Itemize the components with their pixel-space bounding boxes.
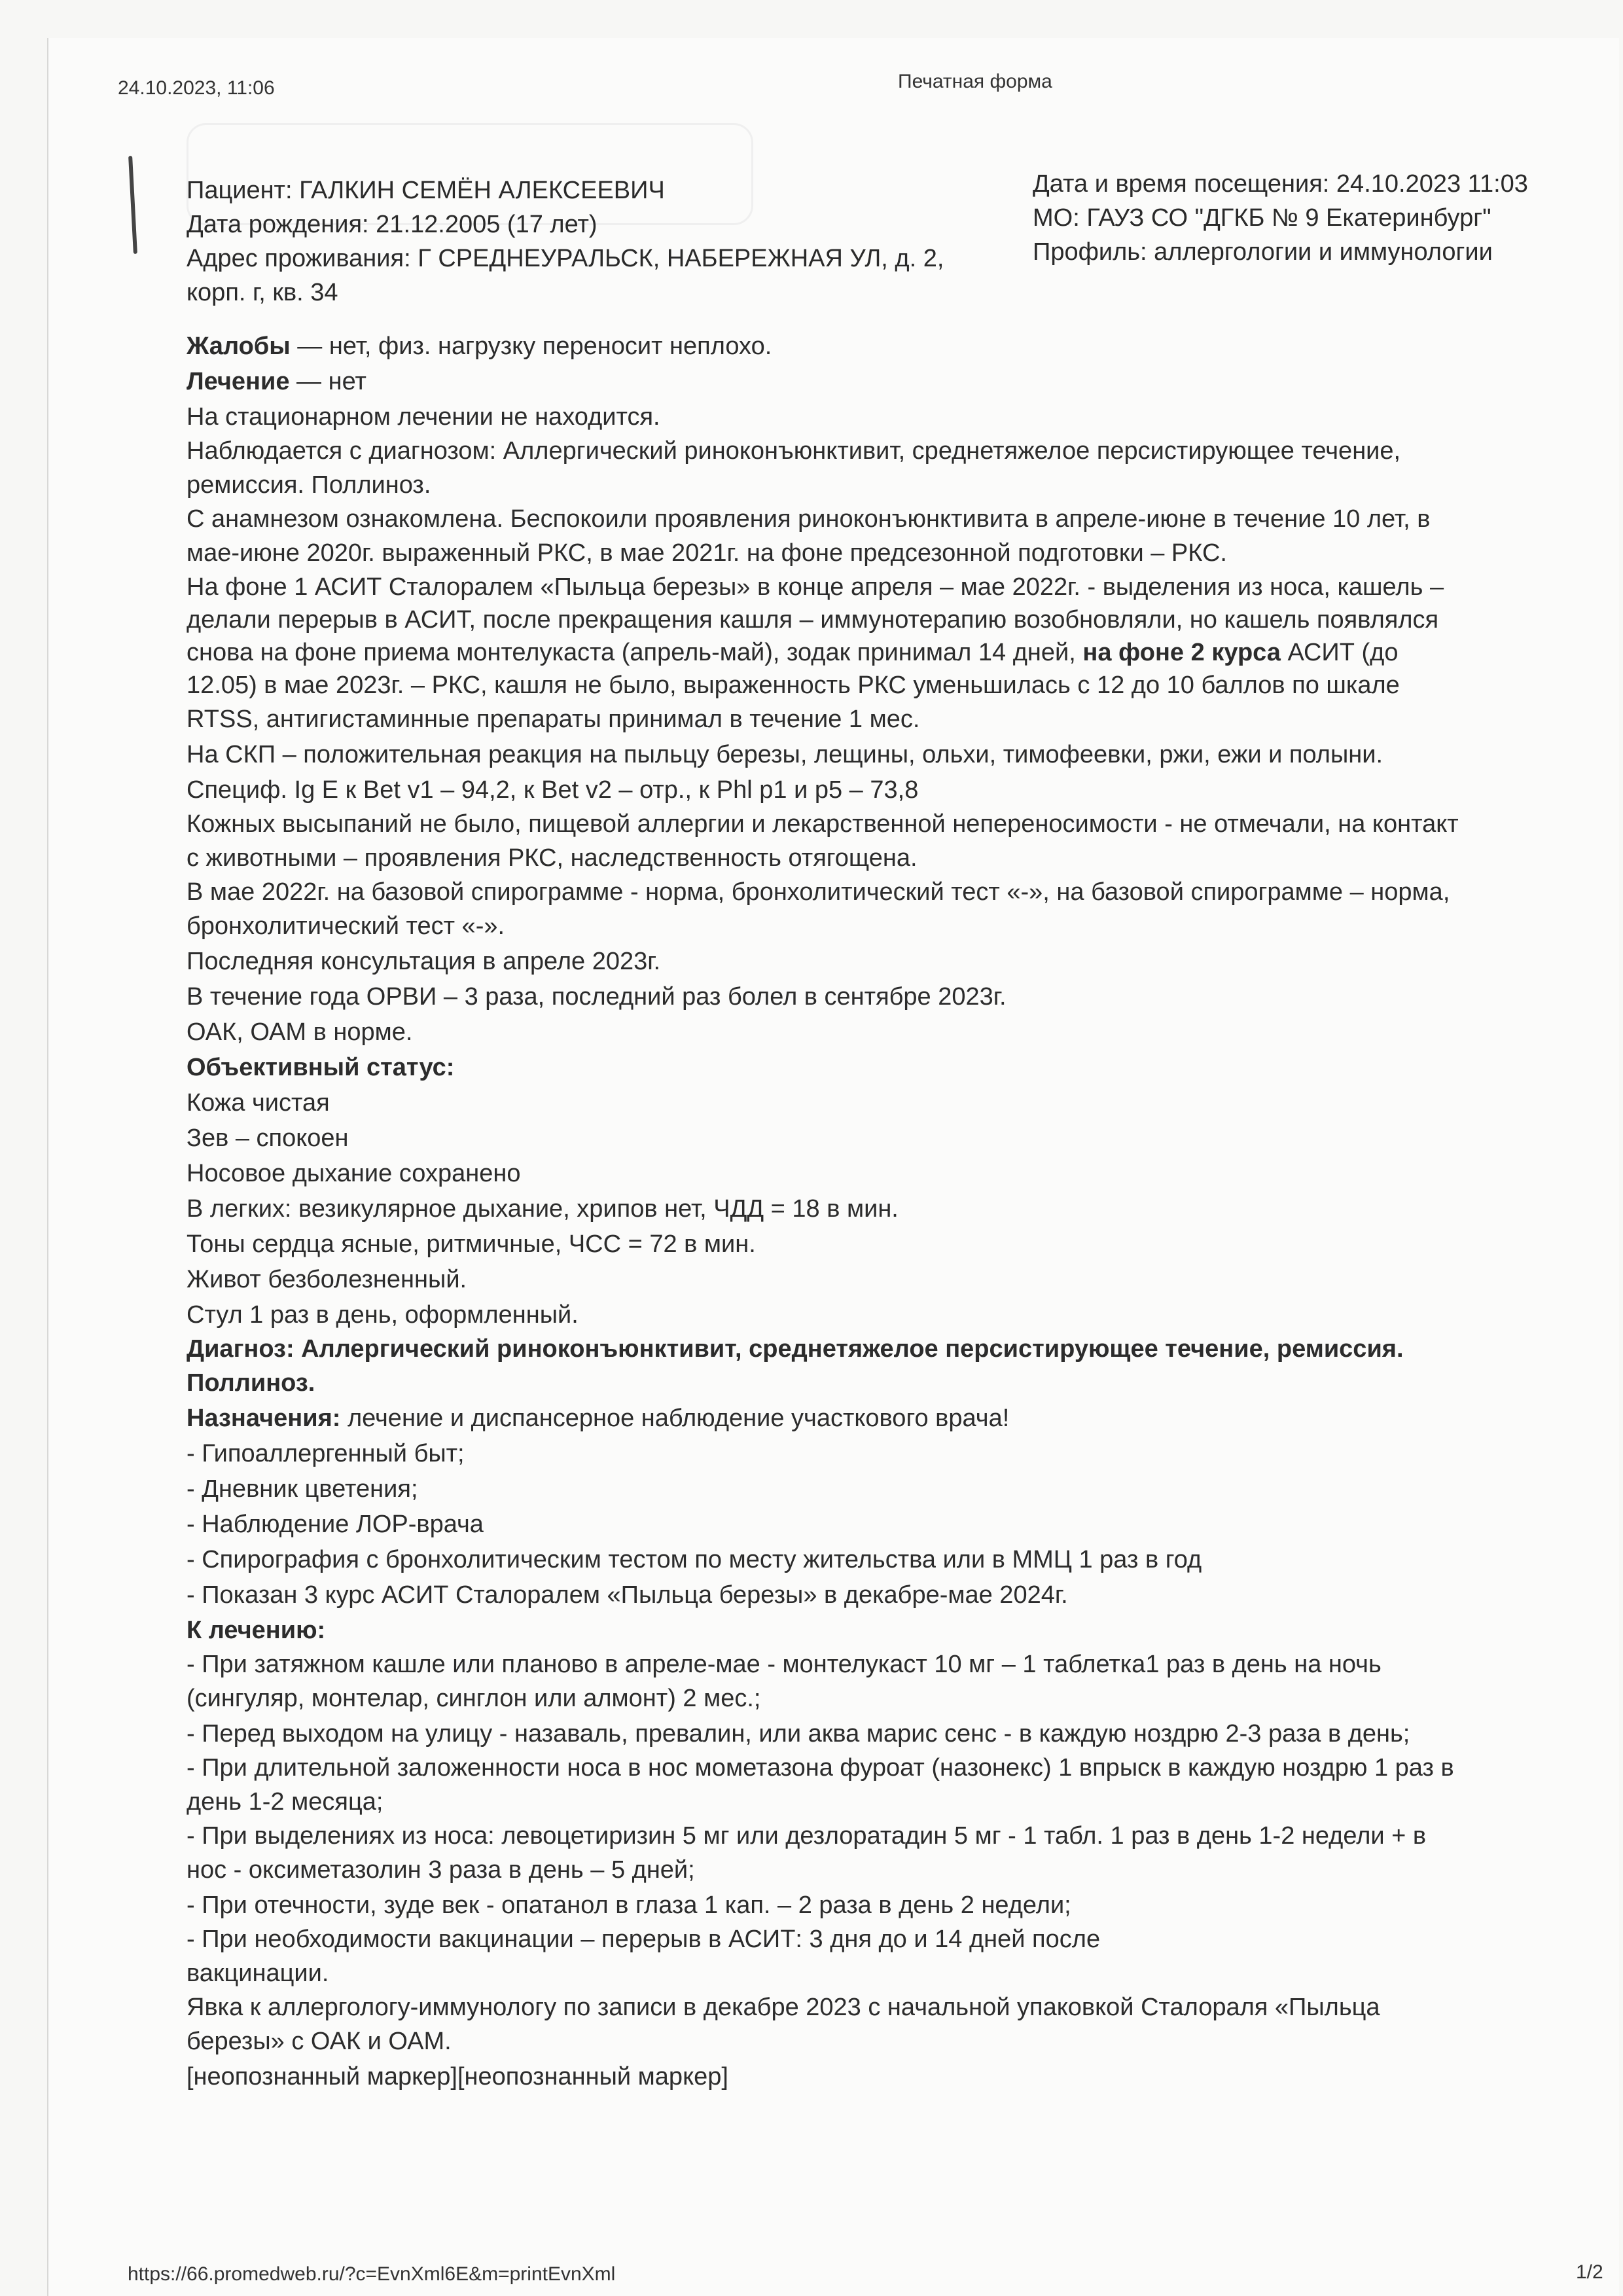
complaints [187, 329, 1594, 364]
print-timestamp: 24.10.2023, 11:06 [118, 77, 275, 99]
appointment-item: - Спирография с бронхолитическим тестом по месту жительства или в ММЦ 1 раз в год [187, 1546, 1202, 1573]
objective-status-heading [187, 1050, 1594, 1085]
appointment-item: - Гипоаллергенный быт; [187, 1440, 465, 1467]
page-number: 1/2 [1576, 2261, 1603, 2283]
anamnesis-text: снова на фоне приема монтелукаста (апрель-май), зодак принимал 14 дней, [187, 639, 1083, 666]
to-treatment-label: К лечению: [187, 1617, 326, 1644]
appointments-label: Назначения: [187, 1405, 341, 1432]
diagnosis-observed-cont: ремиссия. Поллиноз. [187, 471, 431, 499]
anamnesis-line: С анамнезом ознакомлена. Беспокоили проявления риноконъюнктивита в апреле-июне в течение 10 лет, в [187, 505, 1431, 533]
patient-info [187, 173, 944, 310]
treatment-item: вакцинации. [187, 1960, 329, 1987]
patient-address: Адрес проживания: Г СРЕДНЕУРАЛЬСК, НАБЕРЕЖНАЯ УЛ, д. 2, [187, 245, 944, 272]
diagnosis-text: Поллиноз. [187, 1369, 315, 1397]
anamnesis-line: мае-июне 2020г. выраженный РКС, в мае 2021г. на фоне предсезонной подготовки – РКС. [187, 539, 1227, 567]
status-item: Зев – спокоен [187, 1124, 349, 1152]
anamnesis-line: 12.05) в мае 2023г. – РКС, кашля не было, выраженность РКС уменьшилась с 12 до 10 баллов по шкале [187, 672, 1400, 699]
medical-organization: МО: ГАУЗ СО "ДГКБ № 9 Екатеринбург" [1033, 204, 1491, 232]
anamnesis-text: АСИТ (до [1280, 639, 1399, 666]
anamnesis-line: На фоне 1 АСИТ Сталоралем «Пыльца березы» в конце апреля – мае 2022г. - выделения из носа, кашель – [187, 573, 1444, 601]
treatment-label: Лечение [187, 368, 290, 395]
anamnesis-line: RTSS, антигистаминные препараты принимал в течение 1 мес. [187, 706, 920, 733]
hospital-status: На стационарном лечении не находится. [187, 403, 660, 431]
diagnosis-observed: Наблюдается с диагнозом: Аллергический риноконъюнктивит, среднетяжелое персистирующее течение, [187, 437, 1401, 465]
visit-info [1033, 167, 1528, 269]
status-item: Живот безболезненный. [187, 1266, 467, 1293]
treatment-item: - При необходимости вакцинации – перерыв в АСИТ: 3 дня до и 14 дней после [187, 1926, 1101, 1953]
footer-url: https://66.promedweb.ru/?c=EvnXml6E&m=printEvnXml [128, 2263, 616, 2285]
appointments-text: лечение и диспансерное наблюдение участкового врача! [340, 1405, 1010, 1432]
allergy-history-line: с животными – проявления РКС, наследственность отягощена. [187, 844, 918, 872]
status-item: В легких: везикулярное дыхание, хрипов нет, ЧДД = 18 в мин. [187, 1195, 899, 1223]
objective-status-label: Объективный статус: [187, 1054, 455, 1081]
diagnosis-text: Диагноз: Аллергический риноконъюнктивит, среднетяжелое персистирующее течение, ремиссия. [187, 1335, 1404, 1363]
treatment-text: — нет [289, 368, 366, 395]
status-item: Тоны сердца ясные, ритмичные, ЧСС = 72 в мин. [187, 1230, 756, 1258]
treatment-item: - При длительной заложенности носа в нос мометазона фуроат (назонекс) 1 впрыск в каждую ноздрю 1 раз в [187, 1754, 1454, 1782]
spirogram-line: В мае 2022г. на базовой спирограмме - норма, бронхолитический тест «-», на базовой спирограмме – норма, [187, 878, 1450, 906]
orvi-line: В течение года ОРВИ – 3 раза, последний раз болел в сентябре 2023г. [187, 983, 1007, 1011]
appointments [187, 1401, 1594, 1436]
follow-up: Явка к аллергологу-иммунологу по записи в декабре 2023 с начальной упаковкой Сталораля «Пыльца [187, 1994, 1380, 2021]
appointment-item: - Дневник цветения; [187, 1475, 418, 1503]
anamnesis-bold: на фоне 2 курса [1082, 639, 1281, 666]
spirogram-line: бронхолитический тест «-». [187, 912, 505, 940]
to-treatment-heading [187, 1613, 1594, 1648]
treatment-item: - Перед выходом на улицу - назаваль, превалин, или аква марис сенс - в каждую ноздрю 2-3 раза в день; [187, 1720, 1410, 1748]
visit-datetime: Дата и время посещения: 24.10.2023 11:03 [1033, 170, 1528, 198]
treatment-item: день 1-2 месяца; [187, 1788, 383, 1816]
follow-up: березы» с ОАК и ОАМ. [187, 2028, 452, 2055]
patient-name: Пациент: ГАЛКИН СЕМЁН АЛЕКСЕЕВИЧ [187, 177, 665, 204]
skin-test-line: На СКП – положительная реакция на пыльцу березы, лещины, ольхи, тимофеевки, ржи, ежи и полыни. [187, 741, 1383, 768]
treatment-item: - При выделениях из носа: левоцетиризин 5 мг или дезлоратадин 5 мг - 1 табл. 1 раз в день 1-2 недели + в [187, 1822, 1427, 1850]
complaints-text: — нет, физ. нагрузку переносит неплохо. [290, 332, 772, 360]
allergy-history-line: Кожных высыпаний не было, пищевой аллергии и лекарственной непереносимости - не отмечали, на контакт [187, 810, 1459, 838]
treatment-item: нос - оксиметазолин 3 раза в день – 5 дней; [187, 1856, 695, 1884]
treatment-item: - При затяжном кашле или планово в апреле-мае - монтелукаст 10 мг – 1 таблетка1 раз в день на ночь [187, 1651, 1382, 1678]
treatment [187, 364, 1594, 399]
anamnesis-line [187, 636, 1594, 669]
treatment-item: - При отечности, зуде век - опатанол в глаза 1 кап. – 2 раза в день 2 недели; [187, 1892, 1071, 1919]
document-body [187, 329, 1594, 2094]
last-consultation: Последняя консультация в апреле 2023г. [187, 948, 661, 975]
patient-address-cont: корп. г, кв. 34 [187, 279, 338, 306]
status-item: Кожа чистая [187, 1089, 330, 1117]
appointment-item: - Наблюдение ЛОР-врача [187, 1511, 484, 1538]
visit-profile: Профиль: аллергологии и иммунологии [1033, 238, 1493, 266]
complaints-label: Жалобы [187, 332, 291, 360]
patient-birth-date: Дата рождения: 21.12.2005 (17 лет) [187, 211, 597, 238]
page-title: Печатная форма [898, 71, 1052, 92]
ige-line: Специф. Ig E к Bet v1 – 94,2, к Bet v2 – отр., к Phl p1 и p5 – 73,8 [187, 776, 919, 804]
tests-line: ОАК, ОАМ в норме. [187, 1018, 413, 1046]
appointment-item: - Показан 3 курс АСИТ Сталоралем «Пыльца березы» в декабре-мае 2024г. [187, 1581, 1068, 1609]
diagnosis-cont [187, 1365, 1594, 1401]
diagnosis [187, 1333, 1594, 1365]
anamnesis-line: делали перерыв в АСИТ, после прекращения кашля – иммунотерапию возобновляли, но кашель появлялся [187, 606, 1439, 634]
unrecognized-marker: [неопознанный маркер][неопознанный маркер] [187, 2063, 728, 2090]
treatment-item: (сингуляр, монтелар, синглон или алмонт) 2 мес.; [187, 1685, 761, 1712]
status-item: Стул 1 раз в день, оформленный. [187, 1301, 579, 1329]
status-item: Носовое дыхание сохранено [187, 1160, 521, 1187]
